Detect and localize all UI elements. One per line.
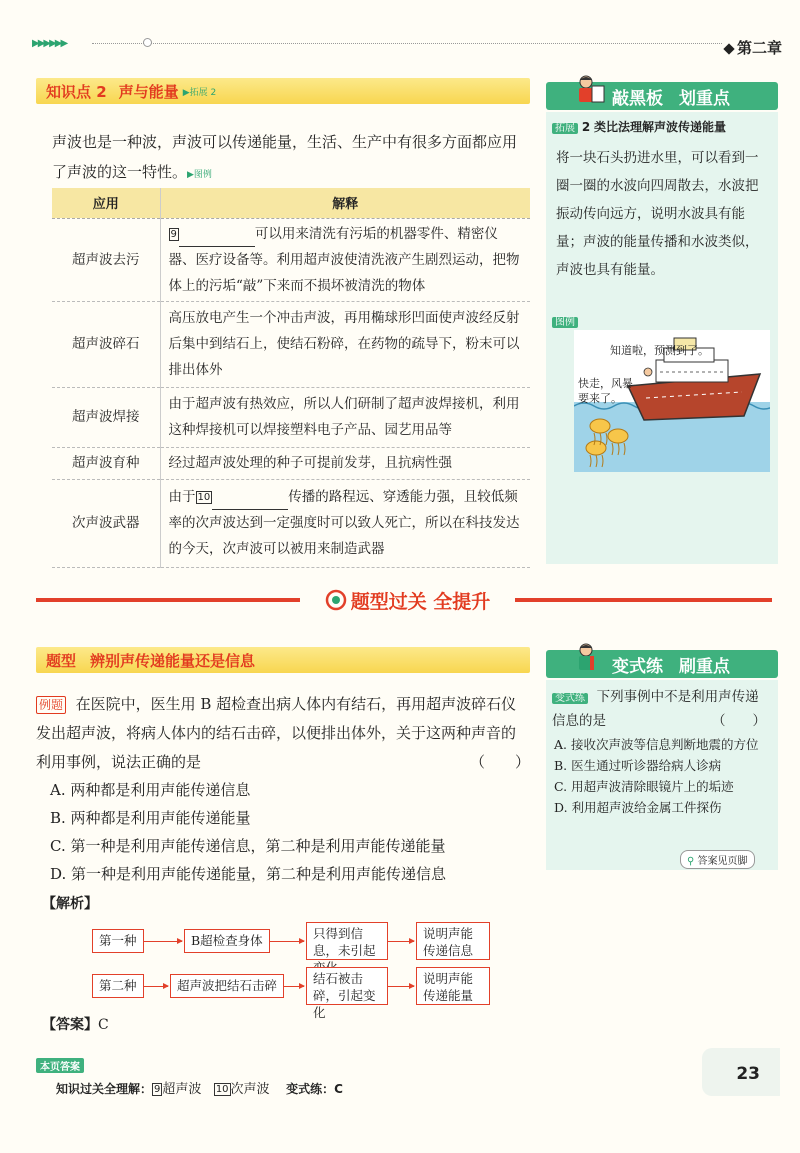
flow-box-shatter-stone: 超声波把结石击碎 — [170, 974, 284, 998]
intro-paragraph — [52, 127, 530, 190]
flow-arrow — [144, 941, 182, 942]
analogy-title: 类比法理解声波传递能量 — [594, 120, 727, 134]
figure-link[interactable]: ▶图例 — [187, 170, 212, 180]
fill-blank[interactable] — [212, 494, 288, 510]
knowledge-point-label: 知识点 2 — [46, 82, 107, 101]
example-question — [36, 690, 530, 777]
blank-number: 10 — [197, 492, 211, 503]
answer-label: 【答案】 — [42, 1017, 98, 1033]
question-type-title: 辨别声传递能量还是信息 — [90, 651, 256, 670]
row-explanation — [160, 218, 530, 301]
analogy-heading — [552, 118, 774, 135]
header-arrows: ▶▶▶▶▶▶ — [32, 38, 67, 49]
chapter-title: 第二章 — [725, 37, 782, 58]
option-b[interactable]: B. 两种都是利用声能传递能量 — [50, 809, 251, 827]
answer-10: 次声波 — [230, 1082, 270, 1097]
teacher-icon — [570, 74, 606, 110]
extension-link[interactable]: ▶拓展 2 — [182, 87, 217, 98]
student-icon — [570, 642, 606, 678]
variant-answer: 变式练：C — [286, 1082, 343, 1096]
row-explanation: 经过超声波处理的种子可提前发芽，且抗病性强 — [160, 447, 530, 479]
see-answer-text: 答案见页脚 — [697, 856, 748, 867]
question-type-label: 题型 — [46, 651, 77, 670]
divider-title-text: 题型过关 全提升 — [350, 590, 491, 613]
swirl-icon — [325, 589, 347, 611]
banner-text-b: 刷重点 — [679, 656, 730, 677]
row-explanation — [160, 479, 530, 567]
header-dotted-line — [92, 43, 722, 44]
option-d[interactable]: D. 第一种是利用声能传递能量，第二种是利用声能传递信息 — [50, 865, 447, 883]
table-row — [52, 479, 530, 567]
intro-text: 声波也是一种波，声波可以传递能量，生活、生产中有很多方面都应用了声波的这一特性。 — [52, 133, 518, 181]
section-divider-title — [300, 585, 515, 615]
banner-text-b: 划重点 — [679, 88, 730, 109]
flow-arrow — [270, 941, 304, 942]
speech-bubble-1: 知道啦，预测到了。 — [610, 344, 709, 357]
col-header-explanation: 解释 — [160, 188, 530, 218]
figure-tag-label: 图例 — [552, 317, 578, 328]
flow-box-conclusion-energy: 说明声能传递能量 — [416, 967, 490, 1005]
variant-option-c[interactable]: C. 用超声波清除眼镜片上的垢迹 — [554, 779, 734, 794]
table-row — [52, 301, 530, 387]
variant-option-a[interactable]: A. 接收次声波等信息判断地震的方位 — [554, 737, 759, 752]
banner-text-a: 变式练 — [612, 656, 663, 677]
side-banner-variant — [546, 650, 778, 678]
answer-line — [42, 1014, 109, 1034]
figure-tag — [552, 313, 578, 329]
page-number: 23 — [736, 1064, 760, 1084]
option-c[interactable]: C. 第一种是利用声能传递信息，第二种是利用声能传递能量 — [50, 837, 446, 855]
page-answer-title: 本页答案 — [36, 1058, 84, 1073]
flow-box-conclusion-info: 说明声能传递信息 — [416, 922, 490, 960]
row-explanation: 由于超声波有热效应，所以人们研制了超声波焊接机，利用这种焊接机可以焊接塑料电子产品、园艺用品等 — [160, 387, 530, 447]
table-row — [52, 218, 530, 301]
see-answer-badge[interactable] — [680, 850, 755, 869]
table-row — [52, 387, 530, 447]
row-text: 传播的路程远、穿透能力强，且较低频率的次声波达到一定强度时可以致人死亡，所以在科技发达的今天，次声波可以被用来制造武器 — [168, 489, 520, 557]
analysis-label: 【解析】 — [42, 896, 98, 912]
flow-box-b-ultrasound: B超检查身体 — [184, 929, 270, 953]
example-tag: 例题 — [36, 696, 66, 714]
options-list — [50, 776, 530, 888]
col-header-application: 应用 — [52, 188, 160, 218]
row-explanation: 高压放电产生一个冲击声波，再用椭球形凹面使声波经反射后集中到结石上，使结石粉碎，在药物的疏导下，粉末可以排出体外 — [160, 301, 530, 387]
row-text-before: 由于 — [168, 489, 196, 505]
answer-value: C — [98, 1017, 109, 1033]
row-app: 超声波焊接 — [52, 387, 160, 447]
question-type-header — [36, 647, 530, 673]
knowledge-point-title: 声与能量 — [118, 82, 179, 101]
flow-arrow — [144, 986, 168, 987]
flow-arrow — [388, 986, 414, 987]
row-app: 超声波去污 — [52, 218, 160, 301]
fill-blank[interactable] — [179, 231, 255, 247]
banner-text-a: 敲黑板 — [612, 88, 663, 109]
extension-number: 2 — [581, 120, 591, 134]
variant-question — [552, 686, 772, 732]
variant-stem: 下列事例中不是利用声传递信息的是 — [552, 689, 759, 729]
variant-option-b[interactable]: B. 医生通过听诊器给病人诊病 — [554, 758, 722, 773]
answer-num-10: 10 — [215, 1084, 229, 1095]
extension-tag: 拓展 — [552, 123, 578, 134]
analogy-text: 将一块石头扔进水里，可以看到一圈一圈的水波向四周散去，水波把振动传向远方，说明水波具有能量；声波的能量传播和水波类似，声波也具有能量。 — [556, 150, 759, 278]
variant-tag: 变式练 — [552, 693, 588, 704]
flow-arrow — [388, 941, 414, 942]
answer-paren: （ ） — [469, 753, 530, 771]
row-app: 次声波武器 — [52, 479, 160, 567]
flow-box-first: 第一种 — [92, 929, 144, 953]
knowledge-point-header — [36, 78, 530, 104]
page-answer-bar — [36, 1058, 696, 1097]
flow-arrow — [284, 986, 304, 987]
blank-number: 9 — [170, 228, 177, 240]
row-text: 可以用来清洗有污垢的机器零件、精密仪器、医疗设备等。利用超声波使清洗液产生剧烈运动，把物体上的污垢“敲”下来而不损坏被清洗的物体 — [168, 225, 520, 294]
answer-num-9: 9 — [154, 1084, 161, 1095]
side-banner-key-points — [546, 82, 778, 110]
question-stem: 在医院中，医生用 B 超检查出病人体内有结石，再用超声波碎石仪发出超声波，将病人体内的结石击碎，以便排出体外，关于这两种声音的利用事例，说法正确的是 — [36, 695, 517, 771]
variant-paren: （ ） — [712, 713, 766, 729]
variant-options — [554, 734, 770, 818]
flow-box-change: 结石被击碎，引起变化 — [306, 967, 388, 1005]
application-table — [52, 188, 530, 568]
answer-prefix: 知识过关全理解： — [56, 1082, 153, 1096]
header-circle — [143, 38, 152, 47]
flow-box-second: 第二种 — [92, 974, 144, 998]
pin-icon: ⚲ — [687, 856, 695, 867]
variant-option-d[interactable]: D. 利用超声波给金属工件探伤 — [554, 800, 722, 815]
speech-bubble-2: 快走，风暴要来了。 — [578, 377, 633, 405]
flow-box-info-only: 只得到信息，未引起 — [306, 922, 388, 960]
option-a[interactable]: A. 两种都是利用声能传递信息 — [50, 781, 251, 799]
row-app: 超声波育种 — [52, 447, 160, 479]
answer-9: 超声波 — [162, 1082, 202, 1097]
table-row — [52, 447, 530, 479]
row-app: 超声波碎石 — [52, 301, 160, 387]
